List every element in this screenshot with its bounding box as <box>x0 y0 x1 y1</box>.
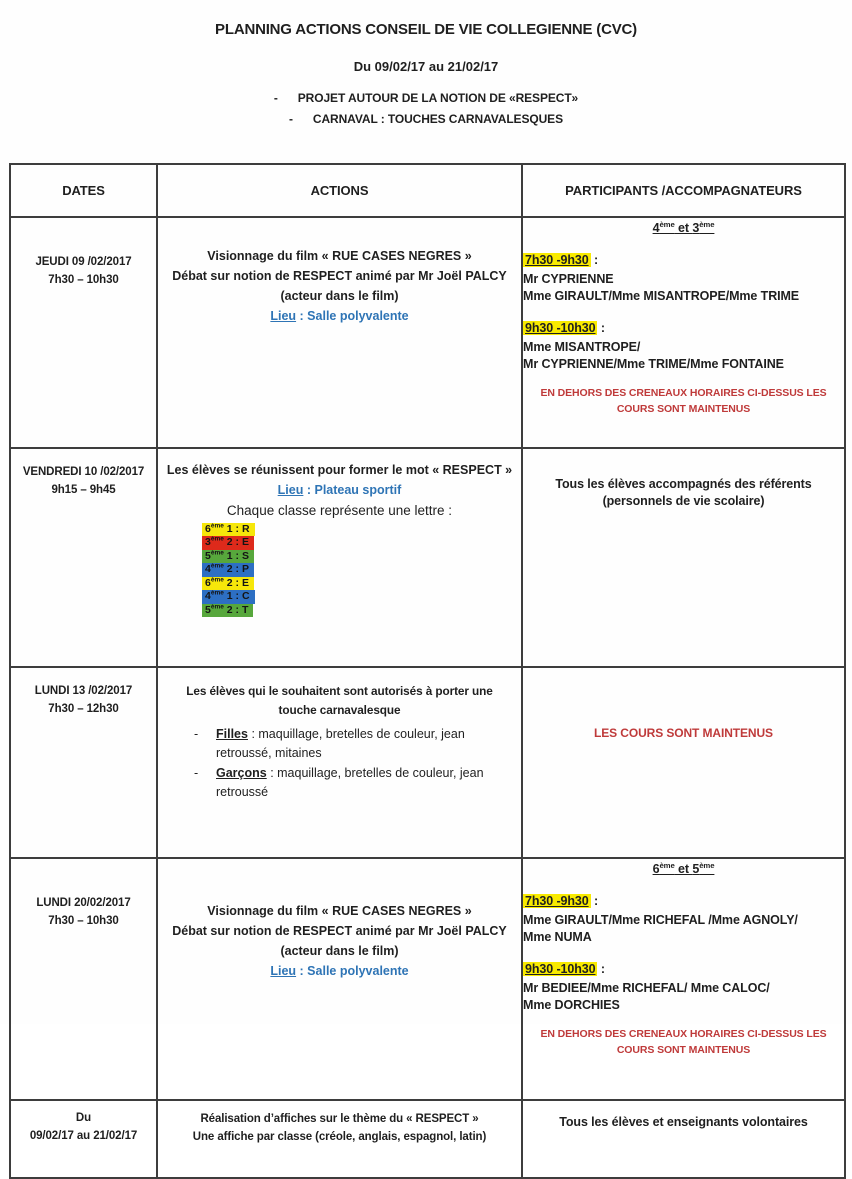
class-letter-chip <box>202 550 254 564</box>
chip-grade: 6 <box>205 576 211 589</box>
staff-line: Mme NUMA <box>523 929 592 944</box>
participants-line: Tous les élèves et enseignants volontaires <box>559 1115 808 1129</box>
time-line: 9h15 – 9h45 <box>51 483 116 496</box>
location-line <box>158 480 521 500</box>
time-slot-block <box>523 893 844 946</box>
table-row <box>10 448 845 667</box>
dash-bullet: - <box>194 726 199 741</box>
grade-separator: et <box>674 862 693 876</box>
class-letter-chip <box>202 536 254 550</box>
page-title: PLANNING ACTIONS CONSEIL DE VIE COLLEGIENNE (CVC) <box>215 21 637 38</box>
class-letter-chip <box>202 590 255 604</box>
dress-code-list <box>194 725 517 803</box>
warning-line: EN DEHORS DES CRENEAUX HORAIRES CI-DESSUS LES <box>540 386 827 399</box>
chip-grade: 5 <box>205 549 211 562</box>
chip-letter: 2 : E <box>223 536 249 549</box>
action-line: Visionnage du film « RUE CASES NEGRES » <box>207 249 472 263</box>
list-item-label: Garçons <box>216 765 267 780</box>
chip-grade-suffix: ème <box>210 603 224 611</box>
action-line: (acteur dans le film) <box>280 944 399 958</box>
participants-line: Tous les élèves accompagnés des référents <box>555 477 812 491</box>
highlighted-time: 7h30 -9h30 <box>525 893 589 908</box>
document-header <box>0 0 852 126</box>
action-cell-film-2 <box>157 858 522 1100</box>
time-line: 7h30 – 10h30 <box>48 914 119 927</box>
staff-line: Mr CYPRIENNE <box>523 271 614 286</box>
warning-line: EN DEHORS DES CRENEAUX HORAIRES CI-DESSUS LES <box>540 1027 827 1040</box>
project-bullet-carnaval <box>0 112 852 126</box>
class-letter-chip <box>202 563 254 577</box>
time-line: 7h30 – 12h30 <box>48 702 119 715</box>
chip-letter: 1 : S <box>223 549 249 562</box>
participants-cell-4 <box>522 858 845 1100</box>
lieu-value: : Salle polyvalente <box>296 964 409 978</box>
action-line: Chaque classe représente une lettre : <box>226 503 453 518</box>
date-line: Du <box>75 1112 92 1124</box>
list-item-text <box>216 725 517 764</box>
date-line: JEUDI 09 /02/2017 <box>35 256 132 268</box>
date-line: VENDREDI 10 /02/2017 <box>22 466 145 478</box>
chip-grade: 6 <box>205 522 211 535</box>
time-colon: : <box>597 320 605 335</box>
time-line: 7h30 – 10h30 <box>48 273 119 286</box>
time-slot-block <box>523 252 844 305</box>
date-cell-jeudi-09 <box>10 217 157 448</box>
date-line: LUNDI 13 /02/2017 <box>34 685 133 697</box>
highlighted-time: 7h30 -9h30 <box>525 252 589 267</box>
courses-warning: LES COURS SONT MAINTENUS <box>594 726 773 740</box>
dash-bullet: - <box>194 765 199 780</box>
date-range: Du 09/02/17 au 21/02/17 <box>353 59 499 74</box>
list-item-label: Filles <box>216 726 248 741</box>
class-letter-list <box>202 523 521 618</box>
location-line <box>158 306 521 326</box>
chip-grade-suffix: ème <box>210 576 224 584</box>
participants-line: (personnels de vie scolaire) <box>602 493 765 508</box>
location-line <box>158 961 521 981</box>
action-cell-carnaval <box>157 667 522 858</box>
action-line: Réalisation d’affiches sur le thème du « RESPECT » <box>200 1113 479 1125</box>
date-line: LUNDI 20/02/2017 <box>36 897 131 909</box>
chip-grade: 4 <box>205 563 211 576</box>
grade-suffix: ème <box>699 219 715 229</box>
list-item-detail: : maquillage, bretelles de couleur, jean retroussé, mitaines <box>216 726 465 761</box>
chip-grade-suffix: ème <box>210 535 224 543</box>
participants-cell-5 <box>522 1100 845 1178</box>
project-bullet-respect <box>0 91 852 105</box>
action-line: Les élèves qui le souhaitent sont autorisés à porter une <box>186 684 493 698</box>
table-row <box>10 858 845 1100</box>
class-group-heading <box>523 861 844 878</box>
list-item <box>194 725 517 764</box>
highlighted-time: 9h30 -10h30 <box>525 320 596 335</box>
class-letter-chip <box>202 577 254 591</box>
grade-suffix: ème <box>659 219 675 229</box>
class-group-heading <box>523 220 844 237</box>
date-cell-lundi-20 <box>10 858 157 1100</box>
dash-bullet: - <box>289 112 293 126</box>
grade-number: 4 <box>652 221 660 235</box>
staff-line: Mme MISANTROPE/ <box>523 339 641 354</box>
grade-separator: et <box>674 221 693 235</box>
chip-grade: 3 <box>205 536 211 549</box>
staff-line: Mr CYPRIENNE/Mme TRIME/Mme FONTAINE <box>523 356 784 371</box>
chip-grade-suffix: ème <box>210 562 224 570</box>
time-slot-block <box>523 320 844 373</box>
project-bullets <box>0 91 852 126</box>
action-cell-film-1 <box>157 217 522 448</box>
grade-number: 5 <box>692 862 700 876</box>
bullet-text: CARNAVAL : TOUCHES CARNAVALESQUES <box>312 112 563 126</box>
highlighted-time: 9h30 -10h30 <box>525 961 596 976</box>
grade-number: 6 <box>652 862 660 876</box>
chip-letter: 2 : T <box>223 603 249 616</box>
lieu-label: Lieu <box>270 309 297 323</box>
action-line: Les élèves se réunissent pour former le mot « RESPECT » <box>166 463 513 477</box>
warning-line: COURS SONT MAINTENUS <box>616 1044 751 1057</box>
participants-cell-1 <box>522 217 845 448</box>
column-header-dates: DATES <box>10 164 157 217</box>
time-slot-line <box>523 320 844 337</box>
table-row <box>10 667 845 858</box>
action-line: touche carnavalesque <box>278 702 401 717</box>
class-letter-chip <box>202 604 253 618</box>
time-slot-line <box>523 961 844 978</box>
table-row <box>10 217 845 448</box>
dash-bullet: - <box>273 91 278 105</box>
date-line: 09/02/17 au 21/02/17 <box>29 1129 138 1142</box>
lieu-value: : Plateau sportif <box>303 483 402 497</box>
chip-grade: 4 <box>205 590 211 603</box>
table-header-row <box>10 164 845 217</box>
grade-suffix: ème <box>659 860 675 870</box>
action-cell-respect-word <box>157 448 522 667</box>
chip-grade-suffix: ème <box>210 522 224 530</box>
chip-letter: 1 : R <box>223 522 250 535</box>
time-slot-line <box>523 893 844 910</box>
column-header-participants: PARTICIPANTS /ACCOMPAGNATEURS <box>522 164 845 217</box>
list-item-detail: : maquillage, bretelles de couleur, jean retroussé <box>216 765 484 799</box>
list-item-text <box>216 764 517 803</box>
courses-warning <box>523 385 844 418</box>
warning-line: COURS SONT MAINTENUS <box>616 403 751 416</box>
list-item <box>194 764 517 803</box>
participants-cell-3 <box>522 667 845 858</box>
date-cell-vendredi-10 <box>10 448 157 667</box>
time-slot-block <box>523 961 844 1014</box>
time-colon: : <box>597 961 605 976</box>
lieu-label: Lieu <box>270 964 297 978</box>
chip-letter: 2 : P <box>223 563 249 576</box>
lieu-value: : Salle polyvalente <box>296 309 409 323</box>
staff-line: Mme GIRAULT/Mme MISANTROPE/Mme TRIME <box>523 288 800 303</box>
courses-warning <box>523 1026 844 1059</box>
column-header-actions: ACTIONS <box>157 164 522 217</box>
grade-number: 3 <box>692 221 700 235</box>
table-row <box>10 1100 845 1178</box>
staff-line: Mme GIRAULT/Mme RICHEFAL /Mme AGNOLY/ <box>523 912 798 927</box>
lieu-label: Lieu <box>277 483 304 497</box>
chip-letter: 1 : C <box>223 590 250 603</box>
chip-grade-suffix: ème <box>210 589 224 597</box>
chip-grade: 5 <box>205 603 211 616</box>
date-cell-lundi-13 <box>10 667 157 858</box>
time-colon: : <box>590 252 599 267</box>
action-line: Une affiche par classe (créole, anglais, espagnol, latin) <box>192 1131 487 1144</box>
bullet-text: PROJET AUTOUR DE LA NOTION DE «RESPECT» <box>297 91 579 105</box>
chip-grade-suffix: ème <box>210 549 224 557</box>
grade-suffix: ème <box>699 860 715 870</box>
action-line: Visionnage du film « RUE CASES NEGRES » <box>207 904 472 918</box>
time-slot-line <box>523 252 844 269</box>
time-colon: : <box>590 893 599 908</box>
action-line: (acteur dans le film) <box>280 289 399 303</box>
participants-cell-2 <box>522 448 845 667</box>
staff-line: Mr BEDIEE/Mme RICHEFAL/ Mme CALOC/ <box>523 980 770 995</box>
class-letter-chip <box>202 523 255 537</box>
planning-table <box>9 163 846 1179</box>
chip-letter: 2 : E <box>223 576 249 589</box>
action-line: Débat sur notion de RESPECT animé par Mr Joël PALCY <box>172 269 507 283</box>
staff-line: Mme DORCHIES <box>523 997 620 1012</box>
action-line: Débat sur notion de RESPECT animé par Mr Joël PALCY <box>172 924 507 938</box>
date-cell-period <box>10 1100 157 1178</box>
action-cell-affiches <box>157 1100 522 1178</box>
